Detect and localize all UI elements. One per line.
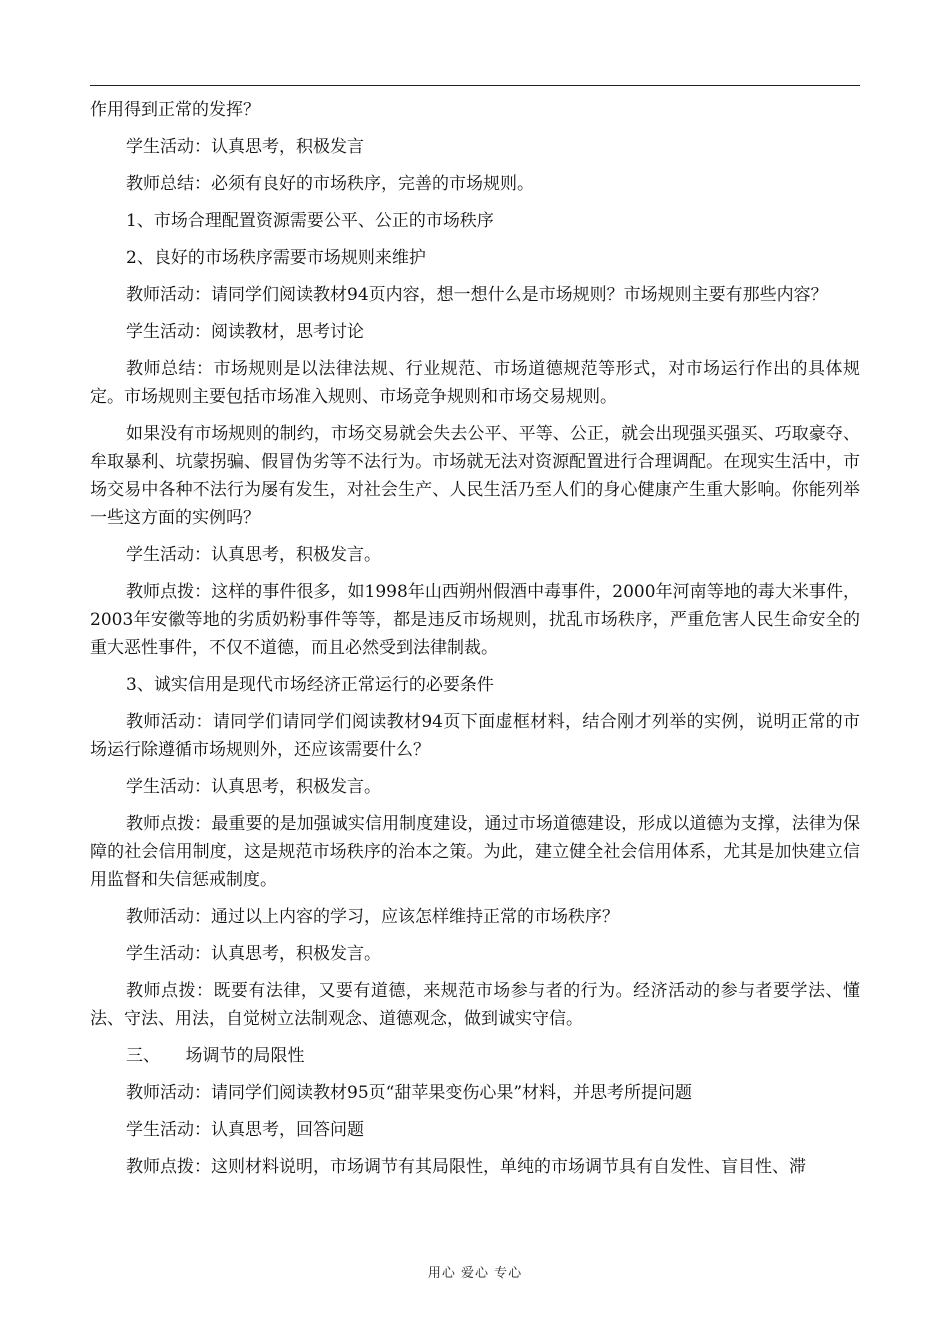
document-body — [90, 96, 860, 1190]
paragraph: 作用得到正常的发挥？ — [90, 100, 260, 120]
page-footer: 用心 爱心 专心 — [427, 1266, 523, 1281]
paragraph: 学生活动：认真思考，积极发言。 — [126, 777, 381, 797]
section-heading: 三、 场调节的局限性 — [126, 1046, 305, 1066]
paragraph: 学生活动：认真思考，积极发言。 — [126, 545, 381, 565]
paragraph: 教师活动：请同学们请同学们阅读教材94页下面虚框材料，结合刚才列举的实例，说明正常的市场运行除遵循市场规则外，还应该需要什么？ — [90, 712, 860, 760]
paragraph: 教师总结：必须有良好的市场秩序，完善的市场规则。 — [126, 174, 534, 194]
paragraph: 2、良好的市场秩序需要市场规则来维护 — [126, 248, 426, 268]
paragraph: 教师活动：请同学们阅读教材95页“甜苹果变伤心果”材料，并思考所提问题 — [126, 1083, 693, 1103]
paragraph: 学生活动：阅读教材，思考讨论 — [126, 322, 364, 342]
header-rule — [90, 85, 860, 86]
paragraph: 学生活动：认真思考，回答问题 — [126, 1120, 364, 1140]
paragraph: 教师点拨：这则材料说明，市场调节有其局限性，单纯的市场调节具有自发性、盲目性、滞 — [126, 1157, 806, 1177]
paragraph: 学生活动：认真思考，积极发言 — [126, 137, 364, 157]
paragraph: 如果没有市场规则的制约，市场交易就会失去公平、平等、公正，就会出现强买强买、巧取豪夺、牟取暴利、坑蒙拐骗、假冒伪劣等不法行为。市场就无法对资源配置进行合理调配。在现实生活中，市场交易中各种不法行为屡有发生，对社会生产、人民生活乃至人们的身心健康产生重大影响。你能列举一些这方面的实例吗？ — [90, 424, 860, 528]
paragraph: 教师点拨：既要有法律，又要有道德，来规范市场参与者的行为。经济活动的参与者要学法、懂法、守法、用法，自觉树立法制观念、道德观念，做到诚实守信。 — [90, 981, 860, 1029]
paragraph: 1、市场合理配置资源需要公平、公正的市场秩序 — [126, 211, 494, 231]
paragraph: 教师点拨：最重要的是加强诚实信用制度建设，通过市场道德建设，形成以道德为支撑，法律为保障的社会信用制度，这是规范市场秩序的治本之策。为此，建立健全社会信用体系，尤其是加快建立信用监督和失信惩戒制度。 — [90, 814, 860, 890]
paragraph: 教师点拨：这样的事件很多，如1998年山西朔州假酒中毒事件，2000年河南等地的毒大米事件，2003年安徽等地的劣质奶粉事件等等，都是违反市场规则，扰乱市场秩序，严重危害人民生命安全的重大恶性事件，不仅不道德，而且必然受到法律制裁。 — [90, 582, 860, 658]
paragraph: 教师活动：通过以上内容的学习，应该怎样维持正常的市场秩序？ — [126, 907, 619, 927]
paragraph: 3、诚实信用是现代市场经济正常运行的必要条件 — [126, 675, 494, 695]
paragraph: 学生活动：认真思考，积极发言。 — [126, 944, 381, 964]
paragraph: 教师总结：市场规则是以法律法规、行业规范、市场道德规范等形式，对市场运行作出的具体规定。市场规则主要包括市场准入规则、市场竞争规则和市场交易规则。 — [90, 359, 860, 407]
paragraph: 教师活动：请同学们阅读教材94页内容，想一想什么是市场规则？市场规则主要有那些内容？ — [126, 285, 828, 305]
